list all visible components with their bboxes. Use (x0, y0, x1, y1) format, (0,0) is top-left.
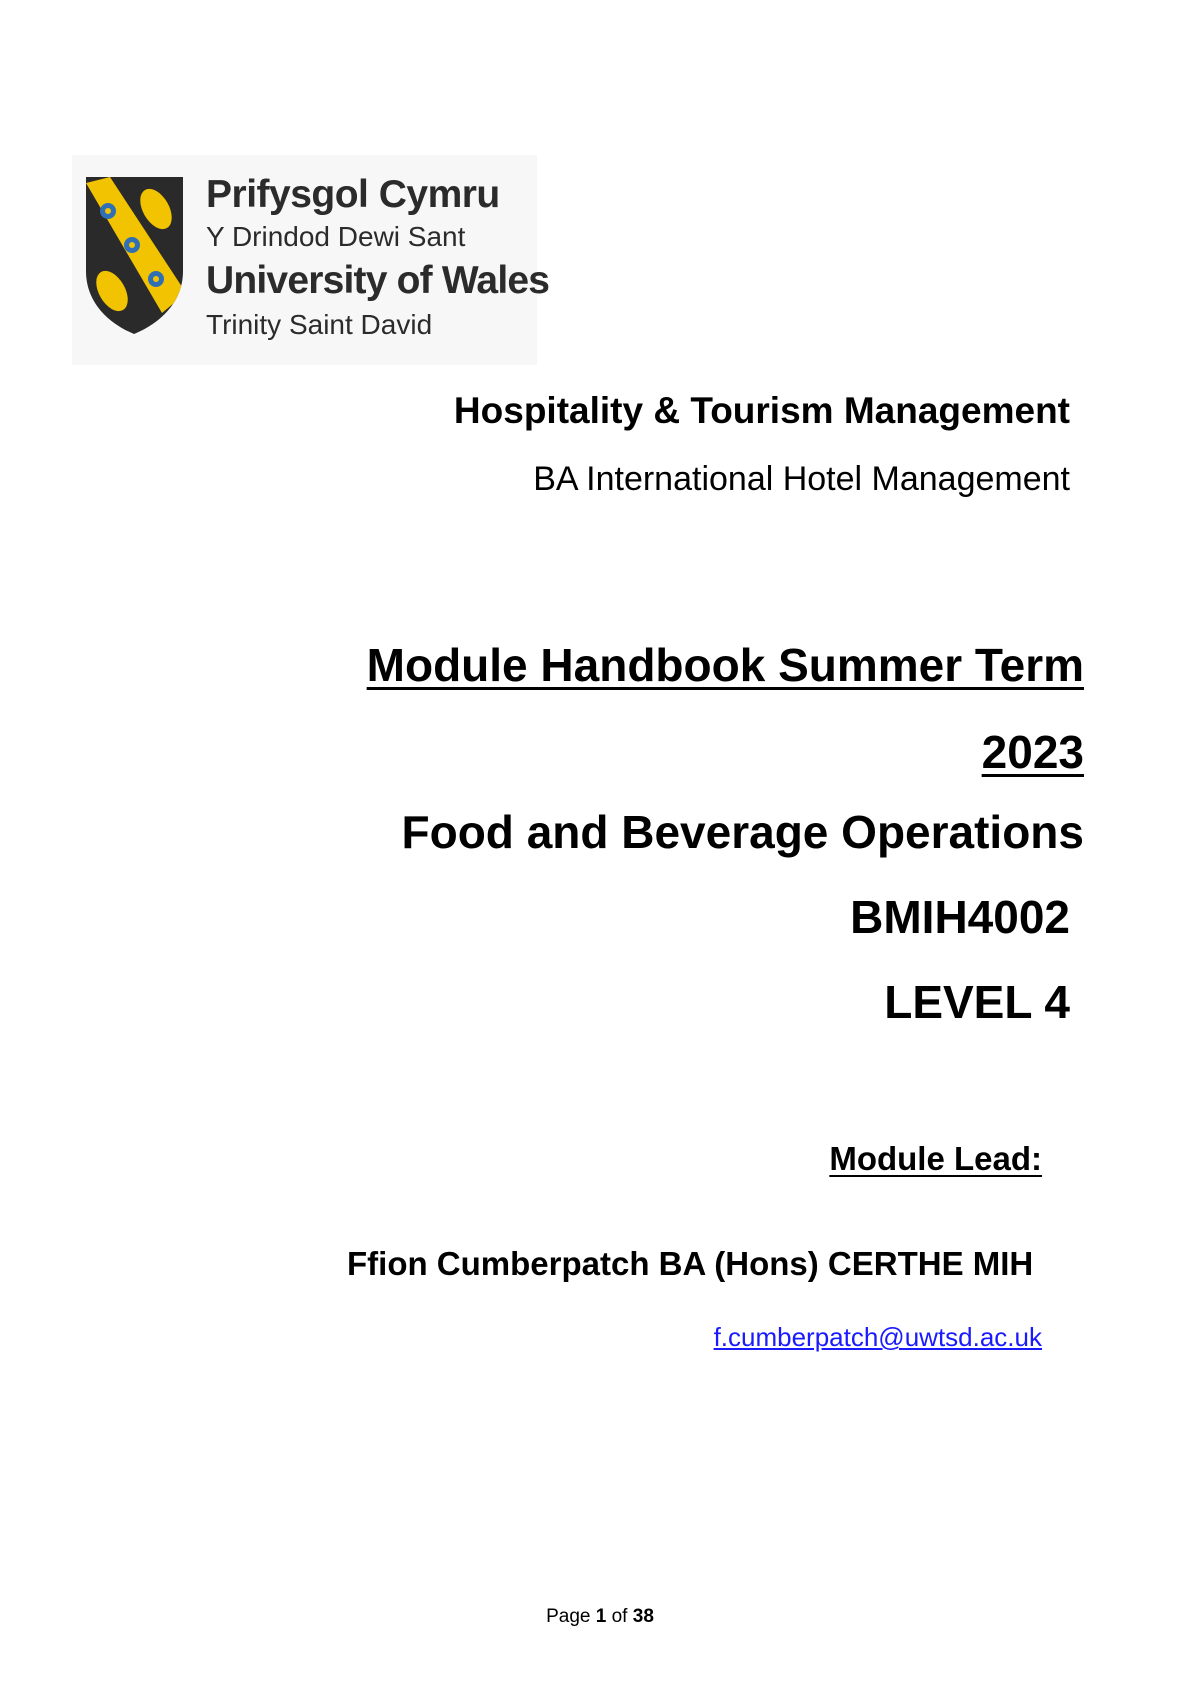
current-page: 1 (595, 1606, 607, 1627)
page-word: Page (546, 1606, 591, 1627)
of-word: of (611, 1606, 628, 1627)
university-logo (72, 155, 550, 365)
document-title-line1: Module Handbook Summer Term (366, 639, 1084, 691)
university-crest-icon (82, 173, 187, 338)
logo-text-english-subtitle: Trinity Saint David (206, 309, 433, 340)
logo-text-welsh-subtitle: Y Drindod Dewi Sant (206, 221, 466, 252)
logo-text-welsh-name: Prifysgol Cymru (206, 173, 500, 216)
logo-text-english-name: University of Wales (206, 259, 550, 302)
module-lead-email-link[interactable]: f.cumberpatch@uwtsd.ac.uk (713, 1322, 1042, 1352)
module-level: LEVEL 4 (884, 976, 1070, 1028)
department-heading: Hospitality & Tourism Management (453, 390, 1070, 431)
total-pages: 38 (632, 1606, 654, 1627)
module-code: BMIH4002 (850, 891, 1070, 943)
module-lead-name: Ffion Cumberpatch BA (Hons) CERTHE MIH (347, 1245, 1034, 1282)
module-name: Food and Beverage Operations (401, 806, 1084, 858)
module-lead-label: Module Lead: (829, 1140, 1042, 1177)
programme-heading: BA International Hotel Management (533, 460, 1070, 498)
document-title-year: 2023 (981, 726, 1084, 778)
page-number (0, 1606, 1200, 1628)
